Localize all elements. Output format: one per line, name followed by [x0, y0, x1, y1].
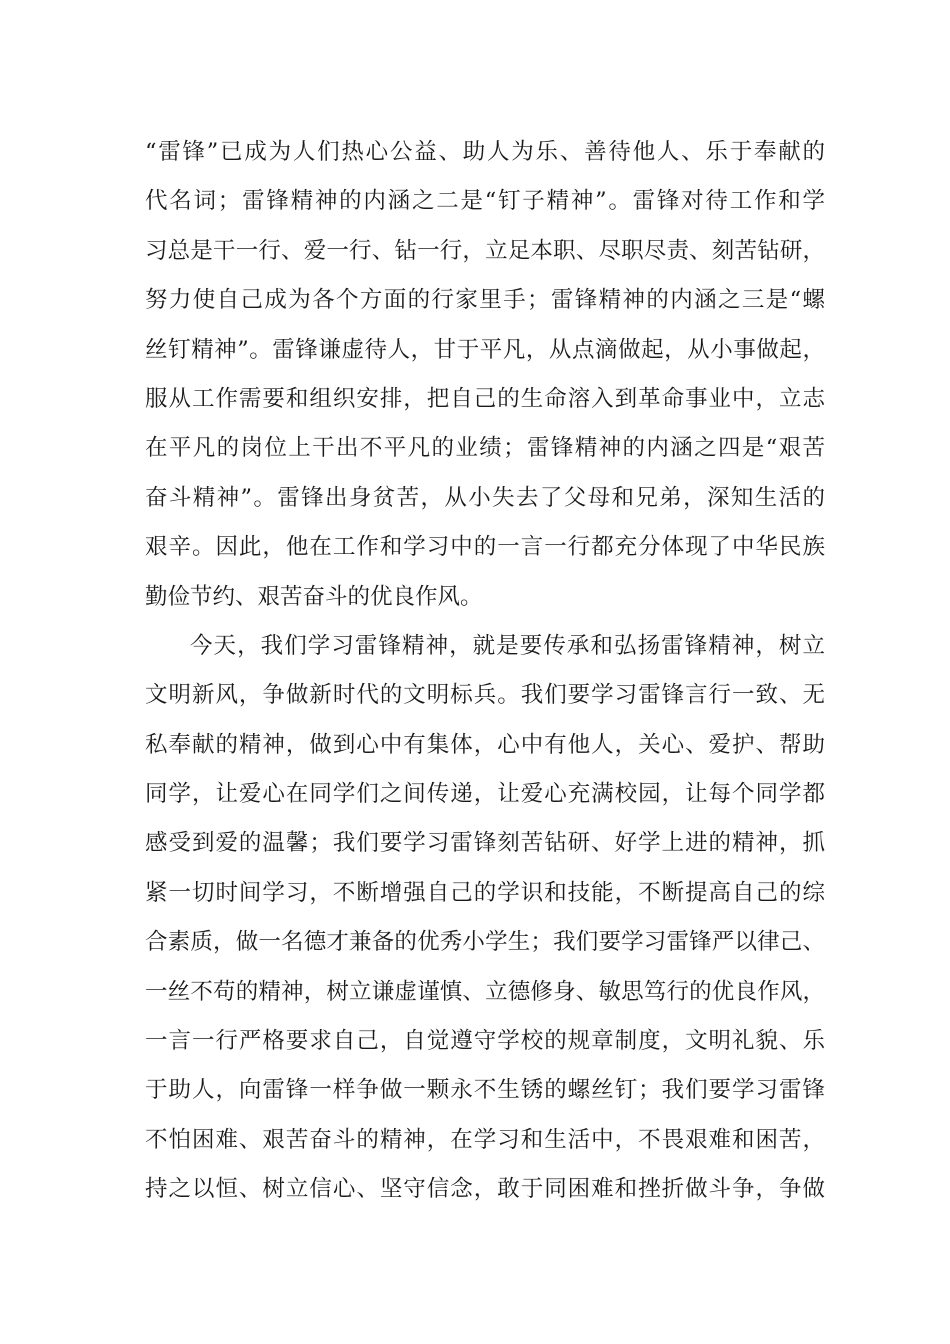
text-line: 奋斗精神”。雷锋出身贫苦，从小失去了父母和兄弟，深知生活的 — [145, 484, 825, 511]
text-line: 在平凡的岗位上干出不平凡的业绩；雷锋精神的内涵之四是“艰苦 — [145, 435, 825, 462]
text-line: 于助人，向雷锋一样争做一颗永不生锈的螺丝钉；我们要学习雷锋 — [145, 1077, 825, 1104]
text-line: 文明新风，争做新时代的文明标兵。我们要学习雷锋言行一致、无 — [145, 682, 825, 709]
paragraph-1 — [145, 128, 825, 622]
paragraph-2 — [145, 622, 825, 1215]
text-line: 一丝不苟的精神，树立谦虚谨慎、立德修身、敏思笃行的优良作风， — [145, 978, 825, 1005]
text-line: “雷锋”已成为人们热心公益、助人为乐、善待他人、乐于奉献的 — [145, 139, 825, 165]
text-line: 习总是干一行、爱一行、钻一行，立足本职、尽职尽责、刻苦钻研， — [145, 237, 825, 264]
text-line: 勤俭节约、艰苦奋斗的优良作风。 — [145, 583, 483, 610]
text-line: 同学，让爱心在同学们之间传递，让爱心充满校园，让每个同学都 — [145, 781, 825, 808]
text-line: 努力使自己成为各个方面的行家里手；雷锋精神的内涵之三是“螺 — [145, 287, 825, 314]
text-line: 艰辛。因此，他在工作和学习中的一言一行都充分体现了中华民族 — [145, 534, 825, 561]
document-page — [145, 128, 825, 1215]
text-line: 持之以恒、树立信心、坚守信念，敢于同困难和挫折做斗争，争做 — [145, 1176, 825, 1203]
text-line: 服从工作需要和组织安排，把自己的生命溶入到革命事业中，立志 — [145, 385, 825, 412]
text-line: 感受到爱的温馨；我们要学习雷锋刻苦钻研、好学上进的精神，抓 — [145, 830, 825, 857]
text-line: 代名词；雷锋精神的内涵之二是“钉子精神”。雷锋对待工作和学 — [145, 188, 825, 215]
text-line: 私奉献的精神，做到心中有集体，心中有他人，关心、爱护、帮助 — [145, 731, 825, 758]
text-line: 一言一行严格要求自己，自觉遵守学校的规章制度，文明礼貌、乐 — [145, 1028, 825, 1055]
text-line: 紧一切时间学习，不断增强自己的学识和技能，不断提高自己的综 — [145, 879, 825, 906]
text-line: 合素质，做一名德才兼备的优秀小学生；我们要学习雷锋严以律己、 — [145, 929, 825, 956]
text-line: 今天，我们学习雷锋精神，就是要传承和弘扬雷锋精神，树立 — [190, 632, 825, 659]
text-line: 丝钉精神”。雷锋谦虚待人，甘于平凡，从点滴做起，从小事做起， — [145, 336, 825, 363]
text-line: 不怕困难、艰苦奋斗的精神，在学习和生活中，不畏艰难和困苦， — [145, 1126, 825, 1153]
